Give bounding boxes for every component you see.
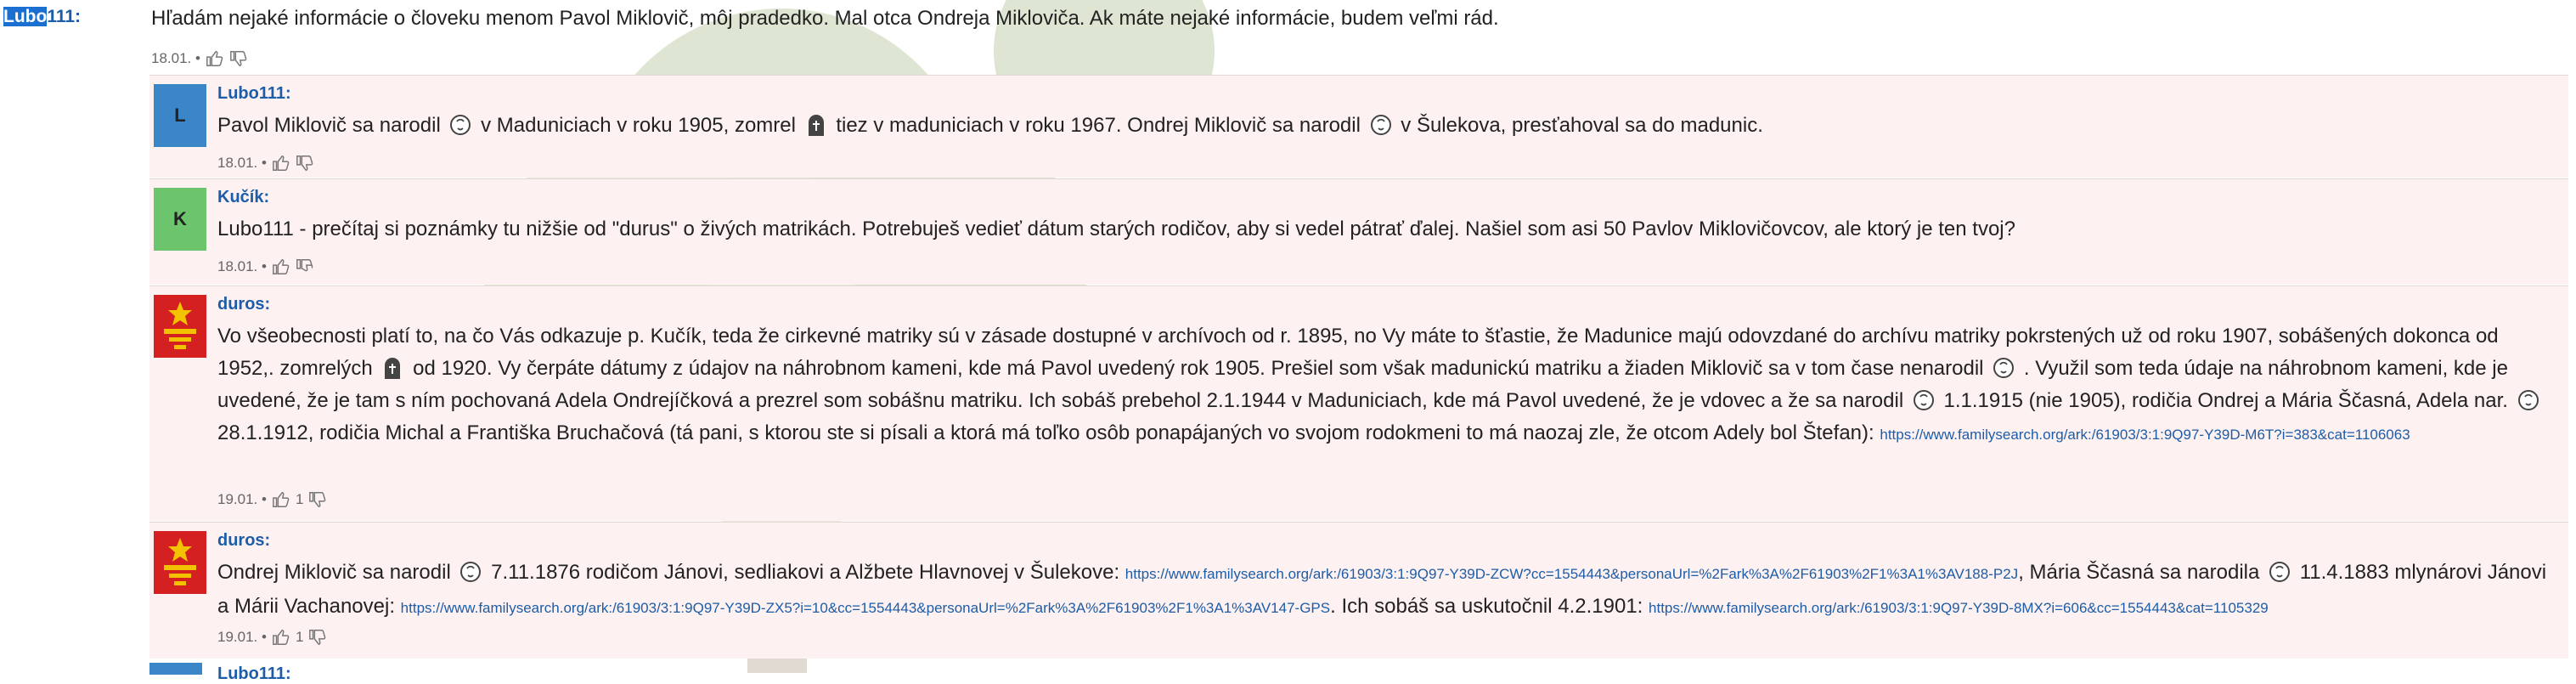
thumbs-up-icon[interactable] (272, 628, 290, 647)
familysearch-link[interactable]: https://www.familysearch.org/ark:/61903/3:1:9Q97-Y39D-ZCW?cc=1554443&personaUrl=%2Fark%3A%2F61903%2F1%3A1%3AV188-P2J (1125, 566, 2019, 582)
thumbs-up-icon[interactable] (272, 154, 290, 172)
familysearch-link[interactable]: https://www.familysearch.org/ark:/61903/3:1:9Q97-Y39D-M6T?i=383&cat=1106063 (1880, 427, 2410, 443)
birth-icon (1370, 112, 1392, 138)
reply-item (149, 285, 2568, 521)
reply-item (149, 75, 2568, 178)
text-segment: 7.11.1876 rodičom Jánovi, sedliakovi a Alžbete Hlavnovej v Šulekove: (491, 561, 1120, 584)
coat-of-arms-avatar[interactable] (154, 295, 206, 358)
like-count: 1 (295, 629, 304, 645)
reply-meta (217, 257, 314, 276)
familysearch-link[interactable]: https://www.familysearch.org/ark:/61903/3:1:9Q97-Y39D-ZX5?i=10&cc=1554443&personaUrl=%2Fark%3A%2F61903%2F1%3A1%3AV147-GPS (400, 600, 1331, 616)
text-segment: 1.1.1915 (nie 1905), rodičia Ondrej a Mária Ščasná, Adela nar. (1943, 389, 2508, 412)
like-count: 1 (295, 491, 304, 507)
comment-date: 18.01. • (217, 258, 267, 274)
root-meta (151, 49, 248, 68)
text-segment: Ondrej Miklovič sa narodil (217, 561, 451, 584)
reply-author[interactable]: duros: (217, 531, 271, 550)
coat-of-arms-icon (154, 531, 206, 594)
reply-text (217, 213, 2551, 246)
reply-author[interactable]: Lubo111: (217, 664, 291, 683)
author-rest: 111 (47, 7, 76, 26)
reply-item (149, 522, 2568, 659)
birth-icon (449, 112, 471, 138)
birth-icon (2269, 559, 2291, 585)
birth-icon (2517, 387, 2539, 413)
comment-date: 18.01. • (151, 50, 200, 66)
text-segment: 11.4.1883 mlynárovi Jánovi a Márii Vachanovej: (217, 561, 2547, 618)
thumbs-up-icon[interactable] (272, 257, 290, 276)
birth-icon (1913, 387, 1935, 413)
text-segment: 28.1.1912, rodičia Michal a Františka Bruchačová (tá pani, s ktorou ste si písali a ktorá má toľko osôb ponapájaných vo svojom rodokmeni to má naozaj zle, že otcom Adely bol Štefan): (217, 421, 1874, 444)
thumbs-down-icon[interactable] (229, 49, 248, 68)
gravestone-icon (805, 112, 827, 138)
reply-text (217, 320, 2551, 451)
avatar[interactable] (154, 188, 206, 251)
birth-icon (459, 559, 482, 585)
gravestone-icon (381, 355, 403, 381)
root-comment-text: Hľadám nejaké informácie o človeku menom Pavol Miklovič, môj pradedko. Mal otca Ondreja Mikloviča. Ak máte nejaké informácie, budem veľmi rád. (151, 7, 1499, 30)
avatar-letter: K (173, 208, 187, 229)
reply-meta (217, 154, 314, 172)
root-author[interactable]: Lubo111: (3, 7, 82, 26)
thumbs-up-icon[interactable] (206, 49, 224, 68)
reply-author[interactable]: Kučík: (217, 188, 270, 206)
text-segment: v Maduniciach v roku 1905, zomrel (481, 114, 796, 137)
text-segment: Vo všeobecnosti platí to, na čo Vás odkazuje p. Kučík, teda že cirkevné matriky sú v zásade dostupné v archívoch od r. 1895, no Vy máte to šťastie, že Madunice majú odovzdané do archívu matriky pokrstených už od roku 1907, sobášených dokonca od 1952,. zomrelých (217, 325, 2499, 380)
text-segment: v Šulekova, presťahoval sa do madunic. (1401, 114, 1763, 137)
thumbs-down-icon[interactable] (308, 490, 327, 509)
comment-date: 18.01. • (217, 155, 267, 171)
author-highlight: Lubo (3, 7, 48, 26)
comment-date: 19.01. • (217, 629, 267, 645)
thumbs-down-icon[interactable] (296, 154, 314, 172)
coat-of-arms-icon (154, 295, 206, 358)
text-segment: . Ich sobáš sa uskutočnil 4.2.1901: (1330, 595, 1643, 618)
birth-icon (1993, 355, 2015, 381)
thumbs-up-icon[interactable] (272, 490, 290, 509)
reply-author[interactable]: duros: (217, 295, 271, 314)
text-segment: . Využil som teda údaje na náhrobnom kameni, kde je uvedené, že je tam s ním pochovaná Adela Ondrejíčková a prezrel som sobášnu matriku. Ich sobáš prebehol 2.1.1944 v Maduniciach, kde má Pavol uvedené, že je vdovec a že sa narodil (217, 357, 2508, 412)
thumbs-down-icon[interactable] (296, 257, 314, 276)
reply-text (217, 557, 2551, 625)
text-segment: Lubo111 - prečítaj si poznámky tu nižšie od "durus" o živých matrikách. Potrebuješ vedieť dátum starých rodičov, aby si vedel pátrať ďalej. Našiel som asi 50 Pavlov Miklovičovcov, ale ktorý je ten tvoj? (217, 218, 2015, 240)
thumbs-down-icon[interactable] (308, 628, 327, 647)
avatar-letter: L (174, 105, 186, 126)
reply-item (149, 178, 2568, 285)
reply-meta (217, 628, 327, 647)
reply-meta (217, 490, 327, 509)
familysearch-link[interactable]: https://www.familysearch.org/ark:/61903/3:1:9Q97-Y39D-8MX?i=606&cc=1554443&cat=1105329 (1649, 600, 2269, 616)
reply-author[interactable]: Lubo111: (217, 84, 291, 103)
coat-of-arms-avatar[interactable] (154, 531, 206, 594)
text-segment: od 1920. Vy čerpáte dátumy z údajov na náhrobnom kameni, kde má Pavol uvedený rok 1905. Prešiel som však madunickú matriku a žiaden Miklovič sa v tom čase nenarodil (413, 357, 1984, 380)
text-segment: Pavol Miklovič sa narodil (217, 114, 441, 137)
avatar[interactable] (154, 84, 206, 147)
text-segment: tiez v maduniciach v roku 1967. Ondrej Miklovič sa narodil (836, 114, 1361, 137)
reply-text (217, 110, 2551, 142)
comment-date: 19.01. • (217, 491, 267, 507)
text-segment: , Mária Ščasná sa narodila (2018, 561, 2260, 584)
